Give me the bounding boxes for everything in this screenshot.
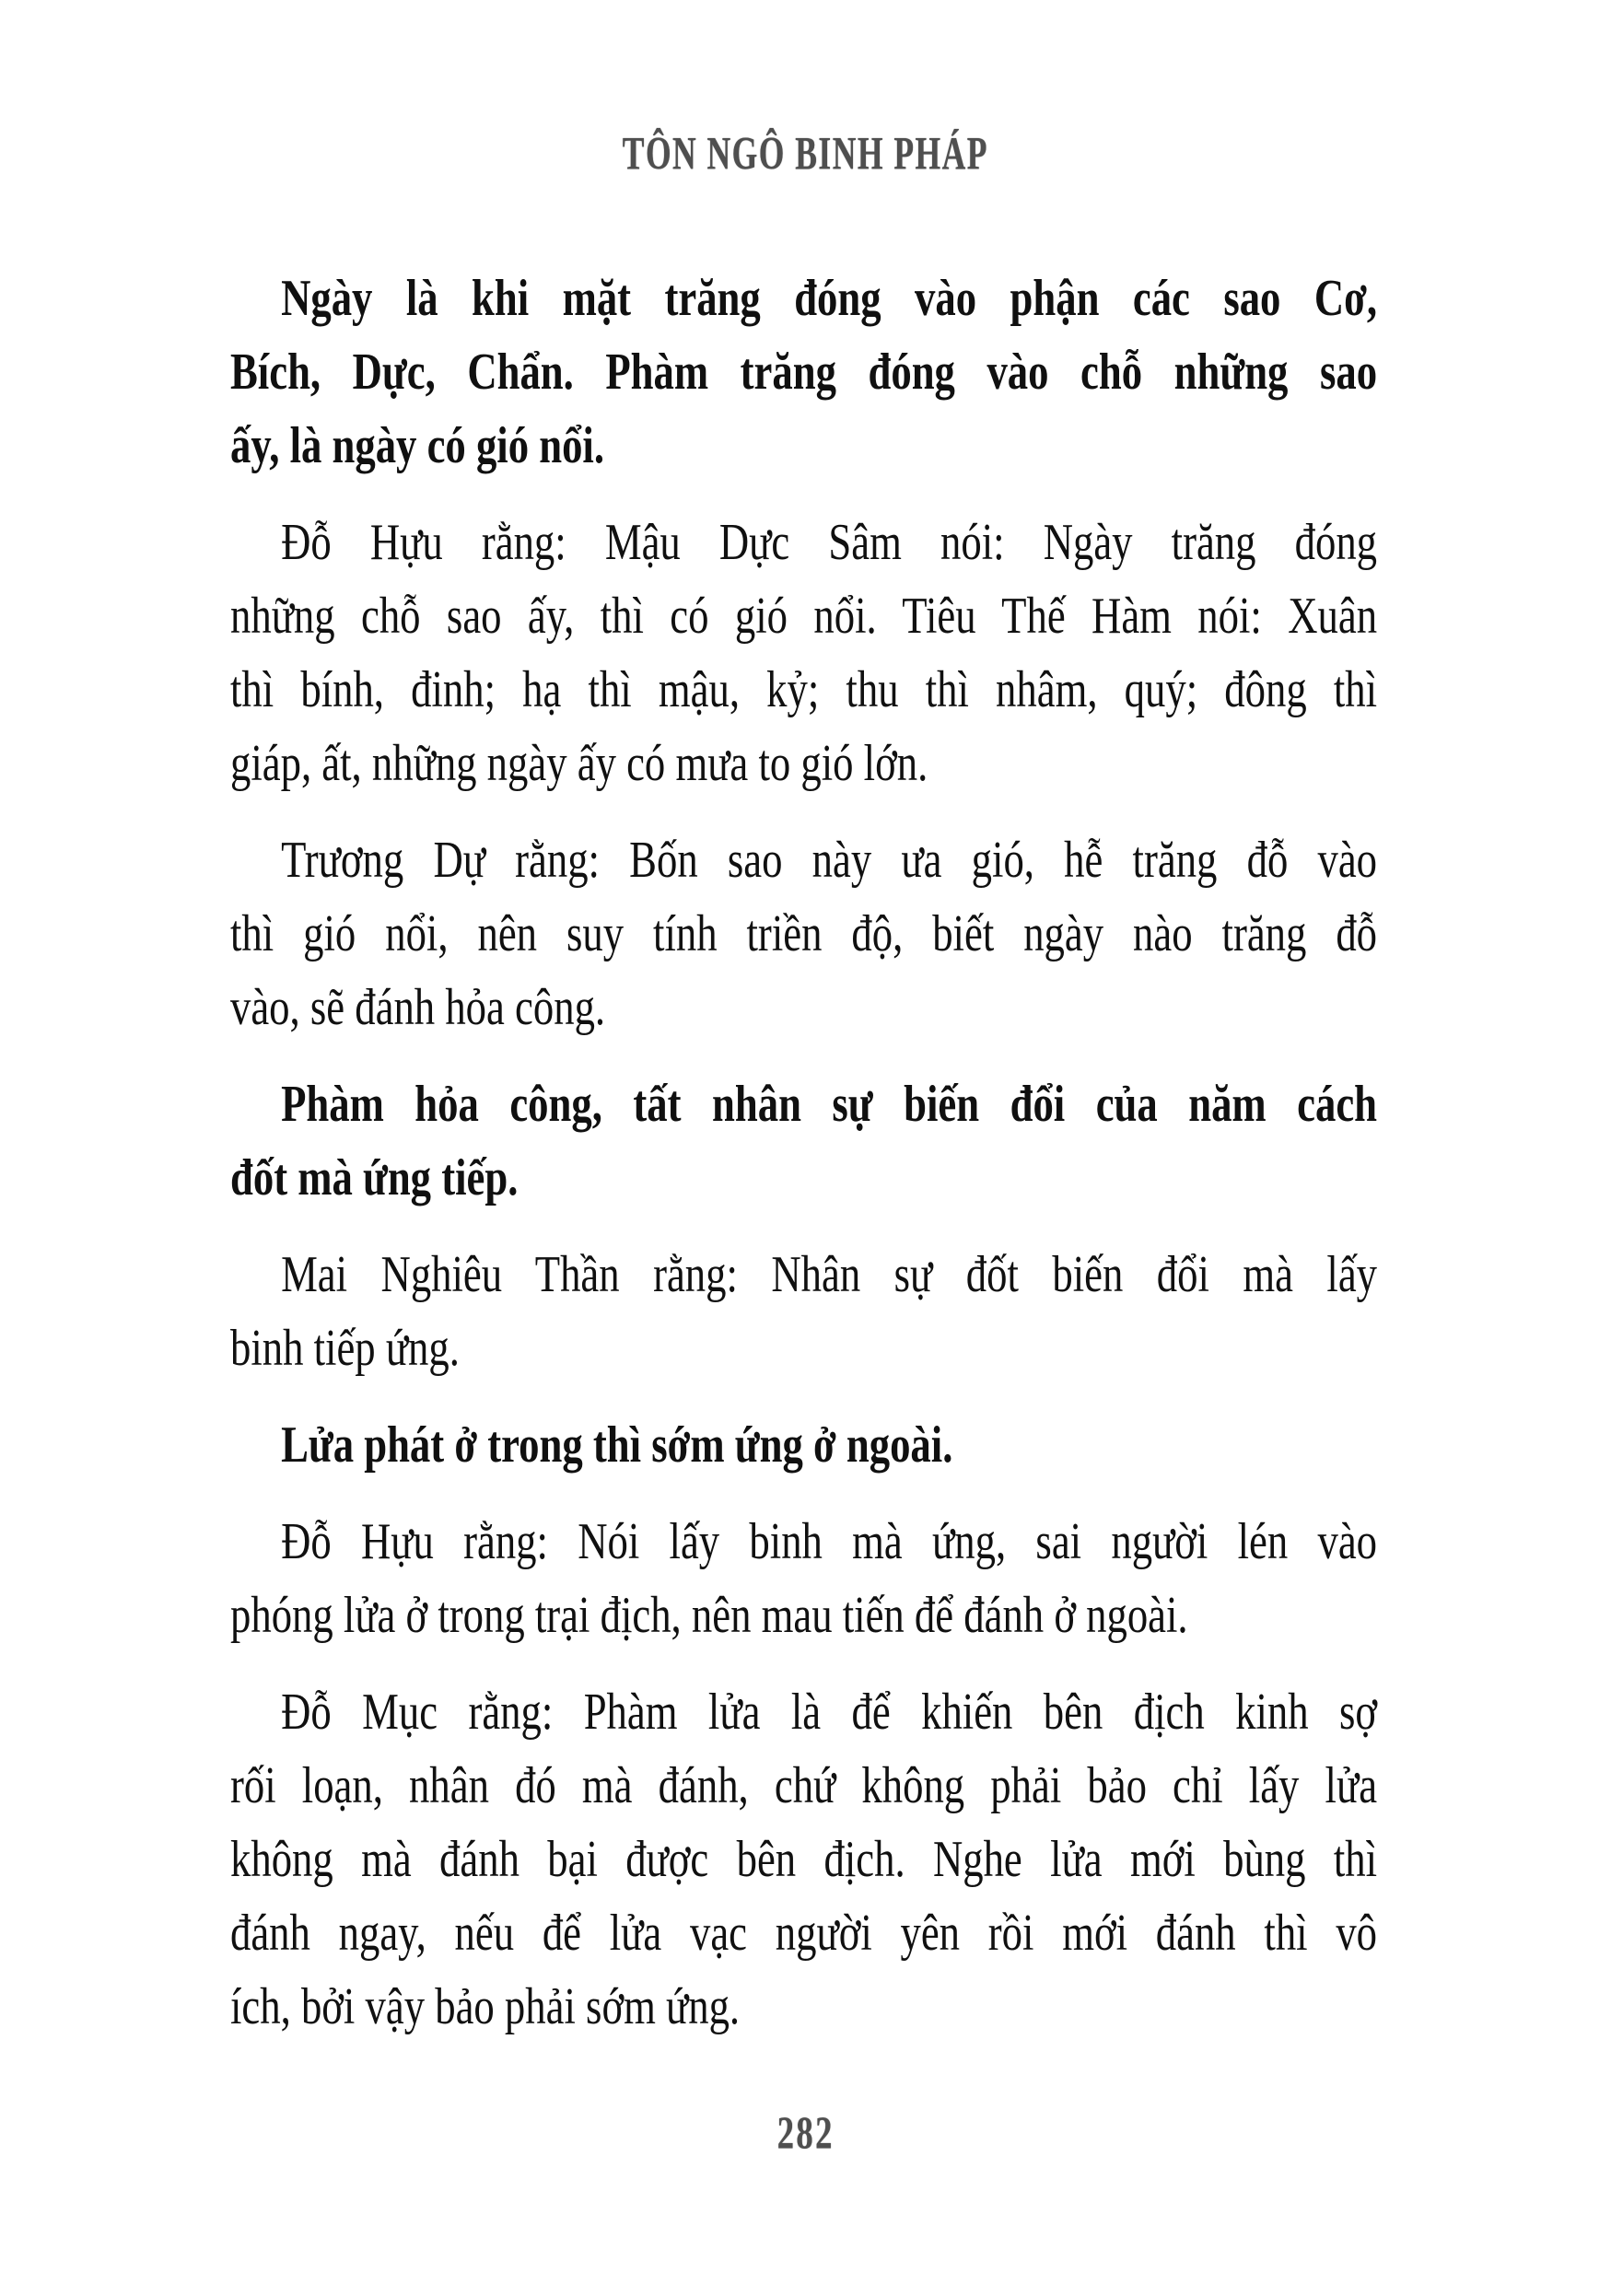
running-header — [0, 127, 1611, 181]
text-line: giáp, ất, những ngày ấy có mưa to gió lớn. — [230, 735, 928, 792]
text-line: Mai Nghiêu Thần rằng: Nhân sự đốt biến đổi mà lấy — [281, 1246, 1378, 1303]
text-line: không mà đánh bại được bên địch. Nghe lửa mới bùng thì — [230, 1831, 1378, 1888]
paragraph-canon — [230, 1067, 1377, 1215]
text-line: những chỗ sao ấy, thì có gió nổi. Tiêu Thế Hàm nói: Xuân — [230, 588, 1378, 645]
text-line: Phàm hỏa công, tất nhân sự biến đổi của năm cách — [281, 1076, 1378, 1133]
page-footer — [0, 2107, 1611, 2157]
text-line: Trương Dự rằng: Bốn sao này ưa gió, hễ trăng đỗ vào — [281, 832, 1378, 889]
paragraph-canon — [230, 262, 1377, 483]
paragraph-commentary — [230, 506, 1377, 800]
paragraph-commentary — [230, 1675, 1377, 2044]
text-scale-wrapper — [230, 262, 1377, 2044]
page-number: 282 — [776, 2108, 835, 2159]
text-line: đốt mà ứng tiếp. — [230, 1149, 519, 1206]
text-line: thì bính, đinh; hạ thì mậu, kỷ; thu thì nhâm, quý; đông thì — [230, 661, 1378, 718]
text-line: vào, sẽ đánh hỏa công. — [230, 979, 606, 1036]
text-line: ích, bởi vậy bảo phải sớm ứng. — [230, 1978, 741, 2035]
text-line: binh tiếp ứng. — [230, 1320, 460, 1377]
text-line: Bích, Dực, Chẩn. Phàm trăng đóng vào chỗ những sao — [230, 344, 1378, 401]
paragraph-commentary — [230, 1238, 1377, 1385]
text-line: Đỗ Mục rằng: Phàm lửa là để khiến bên địch kinh sợ — [281, 1684, 1378, 1741]
text-line: Lửa phát ở trong thì sớm ứng ở ngoài. — [281, 1416, 953, 1474]
running-header-title: TÔN NGÔ BINH PHÁP — [622, 128, 989, 181]
text-line: Đỗ Hựu rằng: Nói lấy binh mà ứng, sai người lén vào — [281, 1513, 1378, 1570]
paragraph-commentary — [230, 823, 1377, 1044]
paragraph-canon — [230, 1408, 1377, 1482]
body-text-column — [230, 262, 1377, 2044]
text-line: Đỗ Hựu rằng: Mậu Dực Sâm nói: Ngày trăng đóng — [281, 514, 1378, 571]
text-line: đánh ngay, nếu để lửa vạc người yên rồi mới đánh thì vô — [230, 1905, 1378, 1962]
text-line: ấy, là ngày có gió nổi. — [230, 417, 605, 474]
text-line: phóng lửa ở trong trại địch, nên mau tiến để đánh ở ngoài. — [230, 1587, 1188, 1644]
text-line: rối loạn, nhân đó mà đánh, chứ không phải bảo chỉ lấy lửa — [230, 1757, 1378, 1814]
paragraph-commentary — [230, 1505, 1377, 1652]
text-line: thì gió nổi, nên suy tính triền độ, biết ngày nào trăng đỗ — [230, 905, 1378, 962]
text-line: Ngày là khi mặt trăng đóng vào phận các sao Cơ, — [281, 270, 1378, 327]
